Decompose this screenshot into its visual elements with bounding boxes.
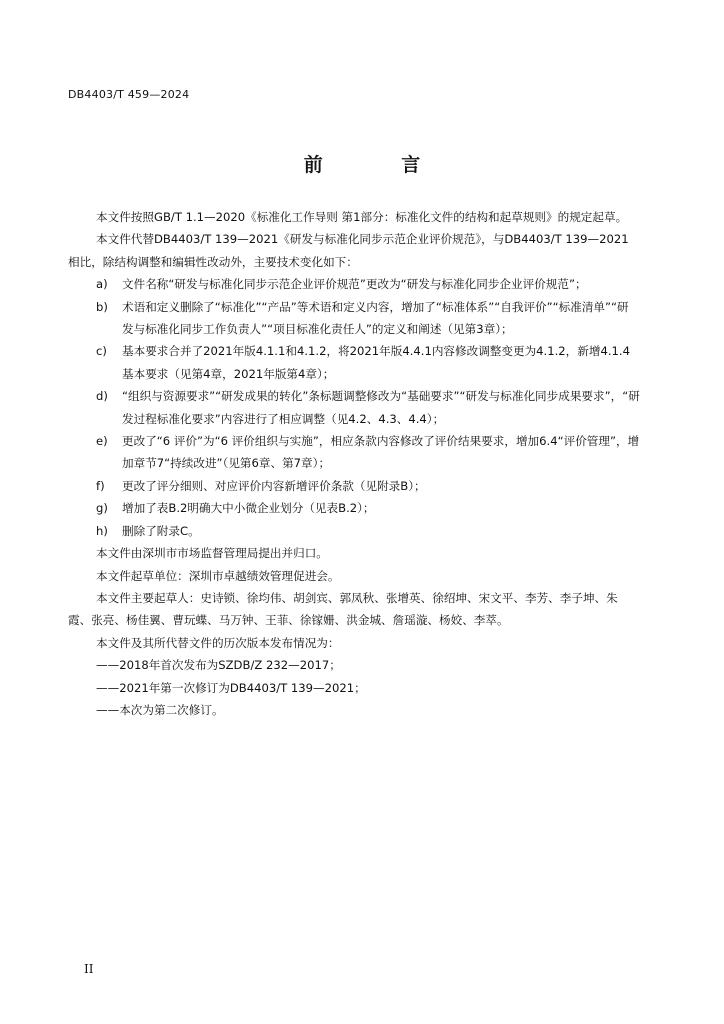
history-item: ——2018年首次发布为SZDB/Z 232—2017； xyxy=(96,658,341,673)
paragraph-replacement: 本文件代替DB4403/T 139—2021《研发与标准化同步示范企业评价规范》，与DB4403/T 139—2021相比，除结构调整和编辑性改动外，主要技术变化如下： xyxy=(68,232,629,269)
list-item: d) “组织与资源要求”“研发成果的转化”条标题调整修改为“基础要求”“研发与标准化同步成果要求”，“研发过程标准化要求”内容进行了相应调整（见4.2、4.3、4.4）； xyxy=(96,389,640,426)
drafting-unit: 本文件起草单位：深圳市卓越绩效管理促进会。 xyxy=(96,568,340,583)
list-item: a) 文件名称“研发与标准化同步示范企业评价规范”更改为“研发与标准化同步企业评价规范”； xyxy=(96,277,587,292)
page-title: 前 言 xyxy=(303,154,457,176)
page-number: II xyxy=(84,962,94,976)
proposer-statement: 本文件由深圳市市场监督管理局提出并归口。 xyxy=(96,546,328,561)
document-body xyxy=(68,206,640,721)
version-history xyxy=(96,654,640,721)
list-item: b) 术语和定义删除了“标准化”“产品”等术语和定义内容，增加了“标准体系”“自我评价”“标准清单”“研发与标准化同步工作负责人”“项目标准化责任人”的定义和阐述（见第3章）； xyxy=(96,299,629,337)
history-item: ——本次为第二次修订。 xyxy=(96,702,224,717)
paragraph-scope: 本文件按照GB/T 1.1—2020《标准化工作导则 第1部分：标准化文件的结构和起草规则》的规定起草。 xyxy=(96,210,628,224)
changes-list xyxy=(96,273,640,542)
list-item: g) 增加了表B.2明确大中小微企业划分（见表B.2）； xyxy=(96,501,375,516)
list-item: f) 更改了评分细则、对应评价内容新增评价条款（见附录B）； xyxy=(96,478,426,493)
list-item: c) 基本要求合并了2021年版4.1.1和4.1.2，将2021年版4.4.1内容修改调整变更为4.1.2，新增4.1.4基本要求（见第4章，2021年版第4章）； xyxy=(96,344,630,381)
list-item: h) 删除了附录C。 xyxy=(96,523,200,538)
history-intro: 本文件及其所代替文件的历次版本发布情况为： xyxy=(96,635,340,650)
drafters-list: 本文件主要起草人：史诗锁、徐均伟、胡剑宾、郭凤秋、张增英、徐绍坤、宋文平、李芳、李子坤、朱霞、张亮、杨佳翼、曹玩蝶、马万钟、王菲、徐镓姗、洪金城、詹瑶漩、杨姣、李萃。 xyxy=(68,590,618,628)
history-item: ——2021年第一次修订为DB4403/T 139—2021； xyxy=(96,680,366,695)
list-item: e) 更改了“6 评价”为“6 评价组织与实施”，相应条款内容修改了评价结果要求，增加6.4“评价管理”，增加章节7“持续改进”（见第6章、第7章）； xyxy=(96,434,640,471)
document-code: DB4403/T 459—2024 xyxy=(68,88,190,101)
